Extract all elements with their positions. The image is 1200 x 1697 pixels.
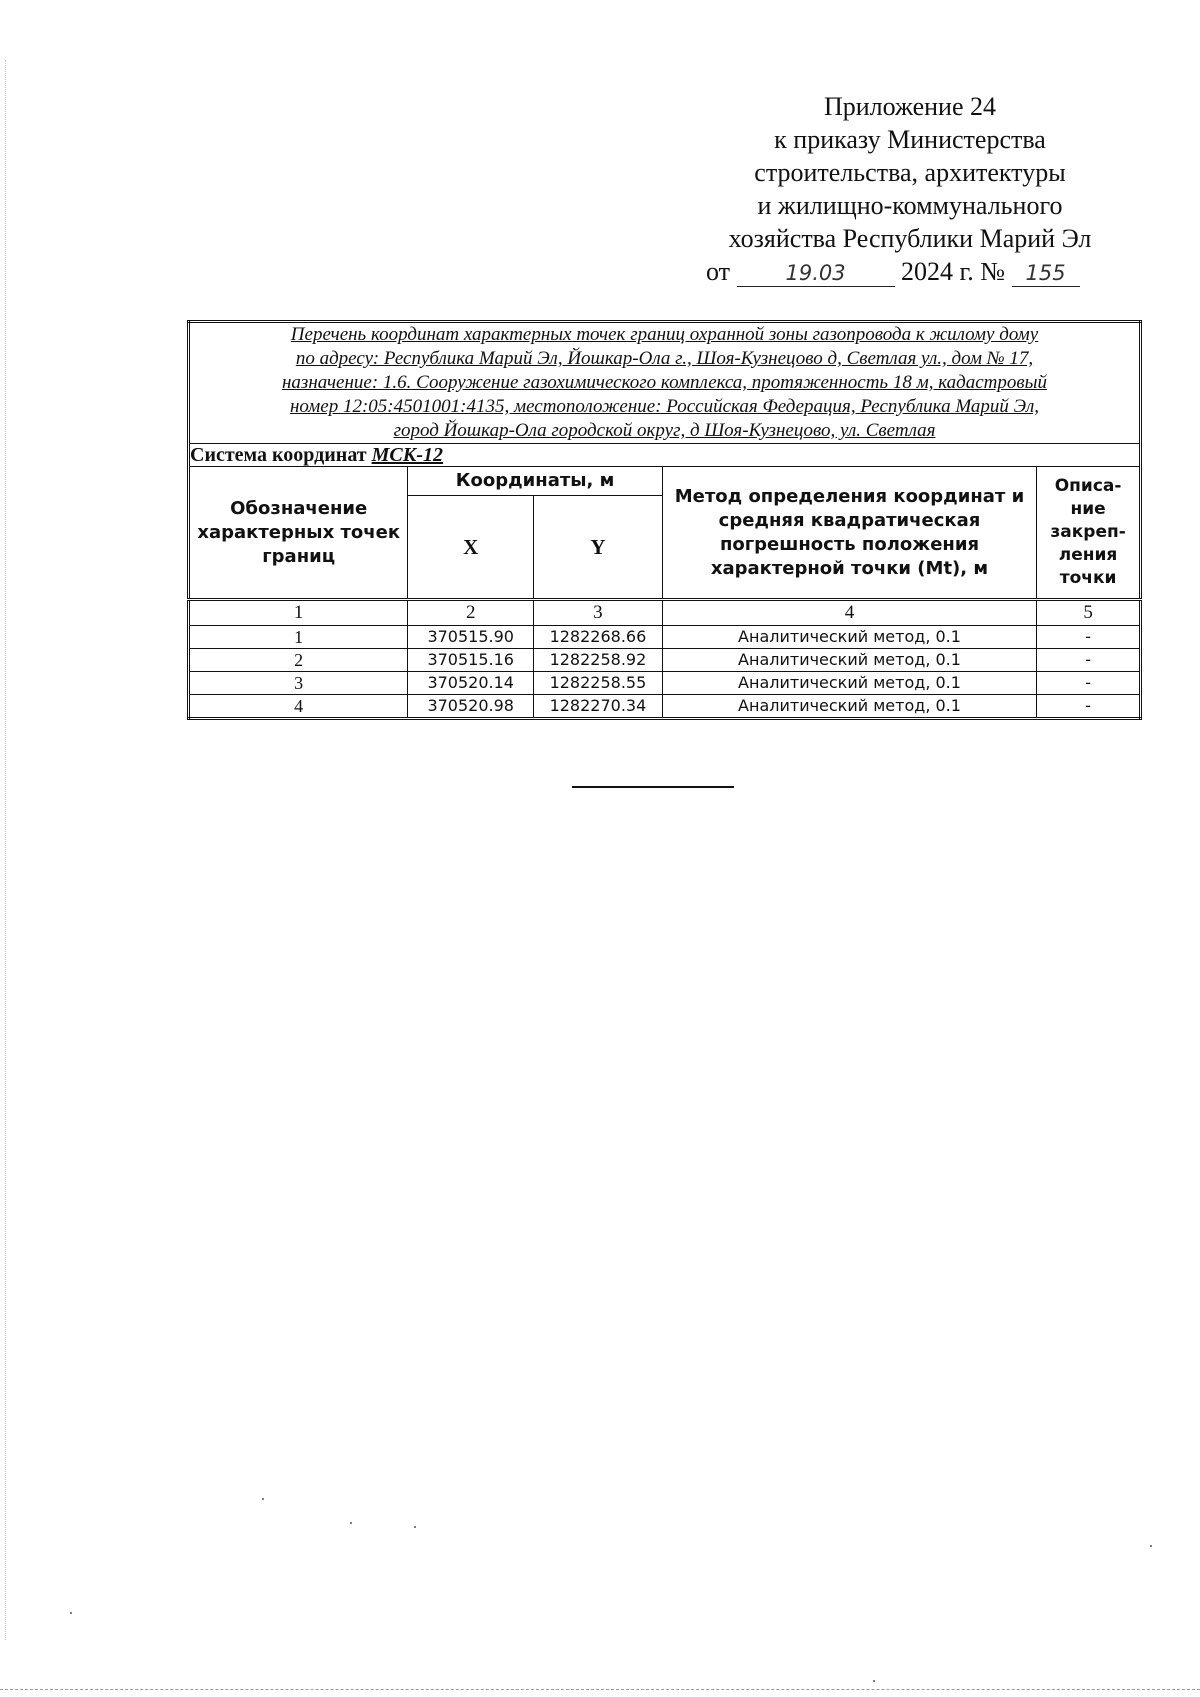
description-cell: - (1037, 649, 1141, 672)
point-id: 4 (189, 695, 408, 719)
scan-speck (262, 1498, 264, 1500)
coord-x: 370515.16 (408, 649, 534, 672)
header-method: Метод определения координат и средняя квадратическая погрешность положения характерной точки (Mt), м (662, 467, 1036, 600)
coord-x: 370520.14 (408, 672, 534, 695)
header-designation: Обозначение характерных точек границ (189, 467, 408, 600)
column-number: 4 (662, 600, 1036, 626)
coord-y: 1282270.34 (534, 695, 663, 719)
table-row (189, 649, 1141, 672)
table-row (189, 672, 1141, 695)
table-title-line: Перечень координат характерных точек границ охранной зоны газопровода к жилому дому (290, 324, 1039, 345)
document-end-line (572, 786, 734, 788)
coordinate-system-value: МСК-12 (371, 444, 443, 466)
column-number: 3 (534, 600, 663, 626)
coord-x: 370515.90 (408, 626, 534, 649)
method-cell: Аналитический метод, 0.1 (662, 649, 1036, 672)
date-prefix: от (706, 257, 731, 286)
year-number-label: 2024 г. № (901, 257, 1006, 286)
scan-speck (873, 1680, 875, 1682)
coord-y: 1282268.66 (534, 626, 663, 649)
order-reference-line: к приказу Министерства (774, 125, 1046, 154)
appendix-header (690, 90, 1130, 288)
table-title (189, 322, 1141, 444)
method-cell: Аналитический метод, 0.1 (662, 626, 1036, 649)
header-y: Y (534, 496, 663, 600)
table-row (189, 626, 1141, 649)
ministry-line-2: и жилищно-коммунального (757, 191, 1063, 220)
column-number-row (189, 600, 1141, 626)
scan-bottom-edge (0, 1689, 1200, 1690)
table-title-line: по адресу: Республика Марий Эл, Йошкар-Ола г., Шоя-Кузнецово д, Светлая ул., дом № 17, (295, 348, 1034, 369)
ministry-line-3: хозяйства Республики Марий Эл (728, 224, 1092, 253)
table-title-line: назначение: 1.6. Сооружение газохимического комплекса, протяженность 18 м, кадастровый (281, 372, 1047, 393)
coord-x: 370520.98 (408, 695, 534, 719)
description-cell: - (1037, 672, 1141, 695)
point-id: 3 (189, 672, 408, 695)
coordinate-system-label: Система координат (190, 444, 367, 466)
point-id: 1 (189, 626, 408, 649)
order-date-line (690, 255, 1130, 288)
method-cell: Аналитический метод, 0.1 (662, 672, 1036, 695)
coord-y: 1282258.55 (534, 672, 663, 695)
coordinate-system-cell (189, 444, 1141, 467)
column-number: 2 (408, 600, 534, 626)
handwritten-order-number: 155 (1012, 260, 1080, 287)
table-title-line: город Йошкар-Ола городской округ, д Шоя-Кузнецово, ул. Светлая (393, 420, 936, 441)
handwritten-date: 19.03 (737, 260, 895, 287)
appendix-title: Приложение 24 (823, 92, 997, 121)
scan-edge-mark (5, 60, 6, 1640)
scan-speck (350, 1522, 352, 1524)
table-row (189, 695, 1141, 719)
coordinates-table (187, 320, 1142, 720)
coord-y: 1282258.92 (534, 649, 663, 672)
header-description: Описа-ние закреп-ления точки (1037, 467, 1141, 600)
column-number: 5 (1037, 600, 1141, 626)
header-coordinates: Координаты, м (408, 467, 662, 496)
column-number: 1 (189, 600, 408, 626)
header-x: X (408, 496, 534, 600)
scan-speck (70, 1612, 72, 1614)
table-title-line: номер 12:05:4501001:4135, местоположение: Российская Федерация, Республика Марий Эл, (289, 396, 1040, 417)
scan-speck (1150, 1545, 1152, 1547)
description-cell: - (1037, 626, 1141, 649)
description-cell: - (1037, 695, 1141, 719)
ministry-line-1: строительства, архитектуры (754, 158, 1066, 187)
scan-speck (414, 1526, 416, 1528)
point-id: 2 (189, 649, 408, 672)
method-cell: Аналитический метод, 0.1 (662, 695, 1036, 719)
